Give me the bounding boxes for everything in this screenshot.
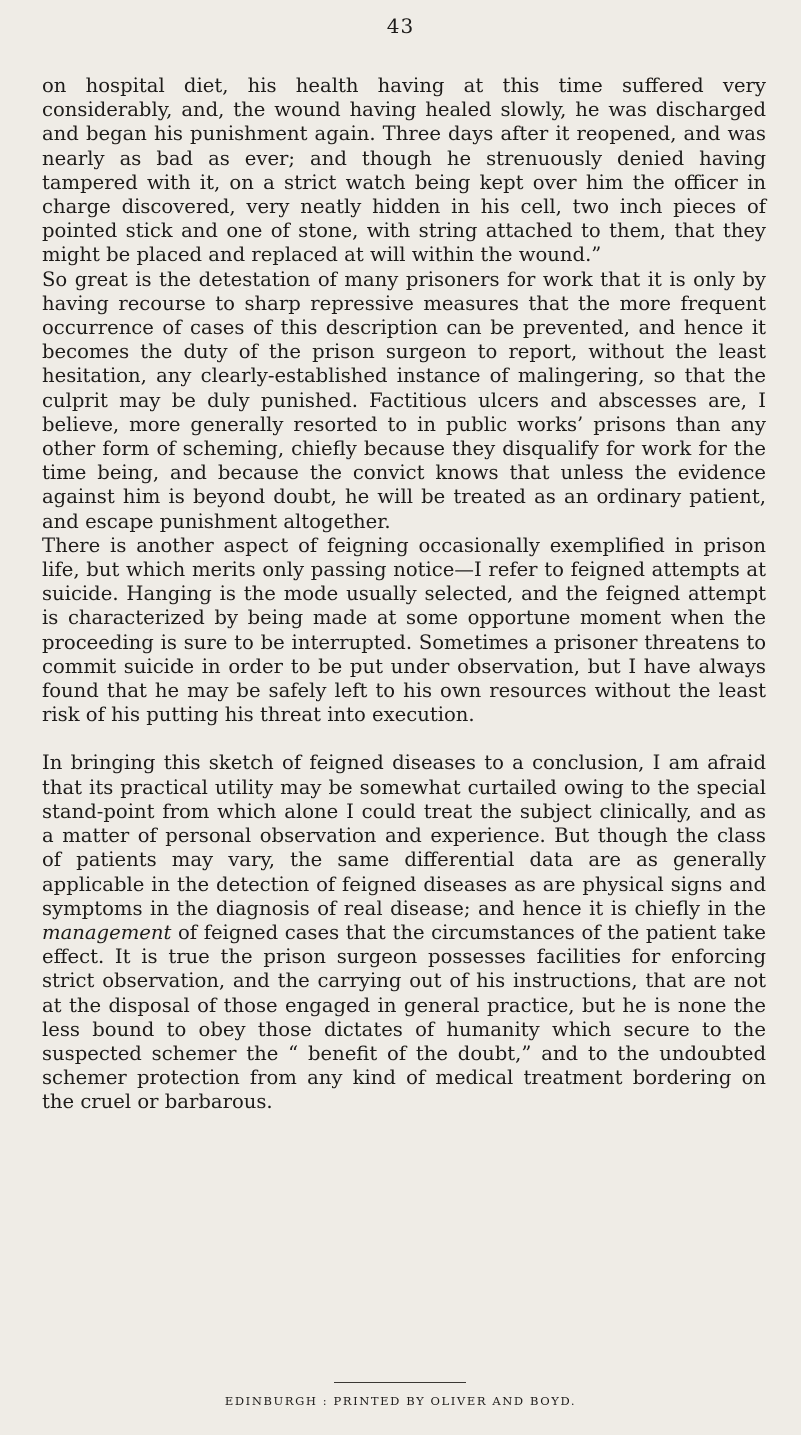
paragraph-feigned-suicide: There is another aspect of feigning occasionally exemplified in prison life, but which merits only passing notice—I refer to feigned attempts at suicide. Hanging is the mode usually selected, and the feigned attempt is characterized by being made at some opportune moment when the proceeding is sure to be interrupted. Sometimes a prisoner threatens to commit suicide in order to be put under observation, but I have always found that he may be safely left to his own resources without the least risk of his putting his threat into execution. <box>42 533 766 727</box>
paragraph-conclusion <box>42 751 766 1114</box>
conclusion-text-part1: In bringing this sketch of feigned diseases to a conclusion, I am afraid that its practical utility may be somewhat curtailed owing to the special stand-point from which alone I could treat the subject clinically, and as a matter of personal observation and experience. But though the class of patients may vary, the same differential data are as generally applicable in the detection of feigned diseases as are physical signs and symptoms in the diagnosis of real disease; and hence it is chiefly in the <box>42 751 766 920</box>
body-text <box>42 74 766 1115</box>
section-gap <box>42 727 766 751</box>
imprint-divider <box>334 1382 466 1383</box>
printer-imprint: EDINBURGH : PRINTED BY OLIVER AND BOYD. <box>224 1394 577 1408</box>
conclusion-text-part2: of feigned cases that the circumstances of the patient take effect. It is true the prison surgeon possesses facilities for enforcing strict observation, and the carrying out of his instructions, that are not at the disposal of those engaged in general practice, but he is none the less bound to obey those dictates of humanity which secure to the suspected schemer the “ benefit of the doubt,” and to the undoubted schemer protection from any kind of medical treatment bordering on the cruel or barbarous. <box>42 920 766 1114</box>
page-number: 43 <box>386 14 415 38</box>
paragraph-detestation-of-work: So great is the detestation of many prisoners for work that it is only by having recourse to sharp repressive measures that the more frequent occurrence of cases of this description can be prevented, and hence it becomes the duty of the prison surgeon to report, without the least hesitation, any clearly-established instance of malingering, so that the culprit may be duly punished. Factitious ulcers and abscesses are, I believe, more generally resorted to in public works’ prisons than any other form of scheming, chiefly because they disqualify for work for the time being, and because the convict knows that unless the evidence against him is beyond doubt, he will be treated as an ordinary patient, and escape punishment altogether. <box>42 267 766 533</box>
conclusion-emphasis: management <box>42 920 172 944</box>
paragraph-continued-case: on hospital diet, his health having at this time suffered very considerably, and, the wound having healed slowly, he was discharged and began his punishment again. Three days after it reopened, and was nearly as bad as ever; and though he strenuously denied having tampered with it, on a strict watch being kept over him the officer in charge discovered, very neatly hidden in his cell, two inch pieces of pointed stick and one of stone, with string attached to them, that they might be placed and replaced at will within the wound.” <box>42 74 766 267</box>
